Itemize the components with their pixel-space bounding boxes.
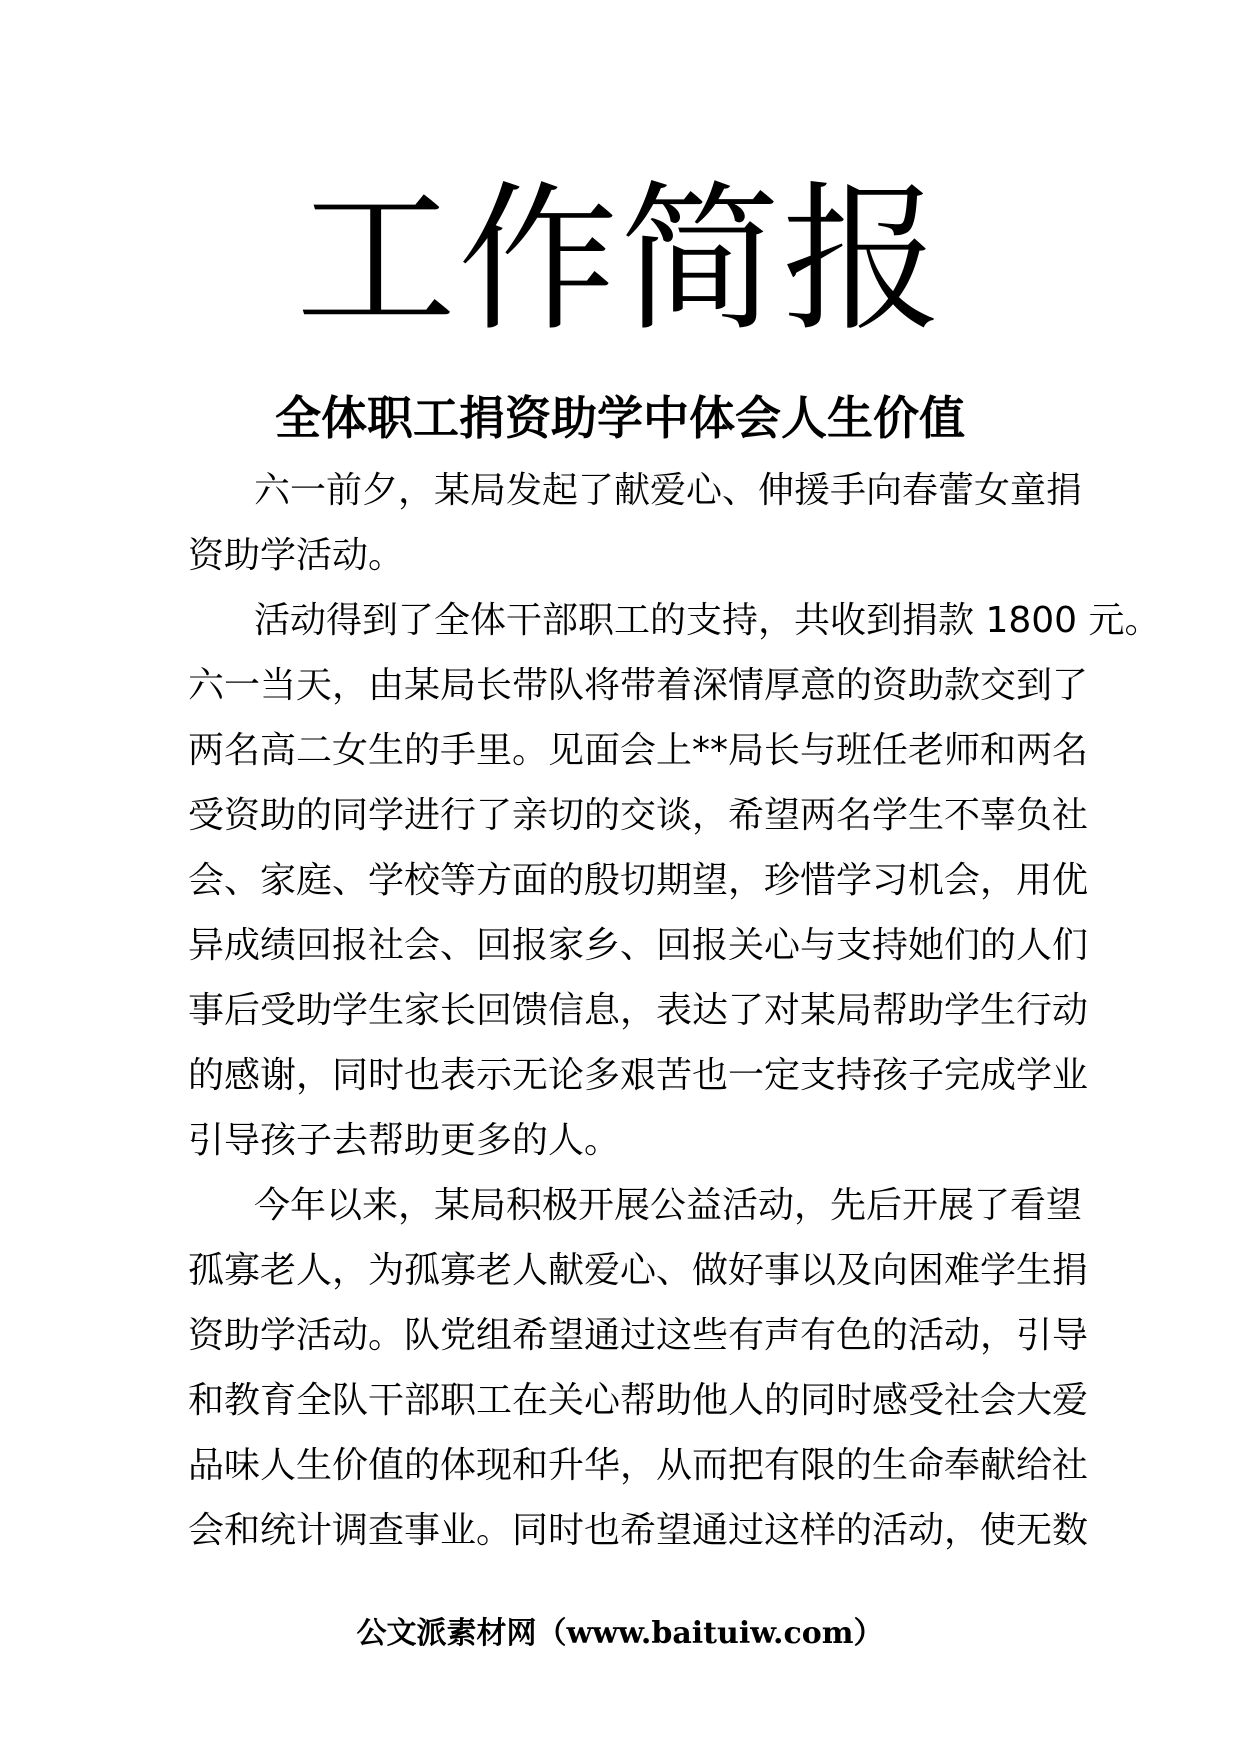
body-line: 受资助的同学进行了亲切的交谈，希望两名学生不辜负社 [188, 795, 1089, 836]
body-line: 异成绩回报社会、回报家乡、回报关心与支持她们的人们 [188, 925, 1089, 966]
body-line: 会、家庭、学校等方面的殷切期望，珍惜学习机会，用优 [188, 860, 1089, 901]
body-line: 会和统计调查事业。同时也希望通过这样的活动，使无数 [188, 1510, 1089, 1551]
body-line: 六一前夕，某局发起了献爱心、伸援手向春蕾女童捐 [254, 470, 1083, 511]
body-line: 品味人生价值的体现和升华，从而把有限的生命奉献给社 [188, 1445, 1089, 1486]
body-line: 引导孩子去帮助更多的人。 [188, 1120, 621, 1161]
body-line: 孤寡老人，为孤寡老人献爱心、做好事以及向困难学生捐 [188, 1250, 1089, 1291]
body-line: 和教育全队干部职工在关心帮助他人的同时感受社会大爱 [188, 1380, 1089, 1421]
masthead-title: 工作简报 [295, 166, 944, 353]
body-line: 六一当天，由某局长带队将带着深情厚意的资助款交到了 [188, 665, 1089, 706]
body-line: 活动得到了全体干部职工的支持，共收到捐款 1800 元。 [254, 600, 1161, 641]
article-title: 全体职工捐资助学中体会人生价值 [275, 391, 965, 445]
footer-source: 公文派素材网（www.baituiw.com） [356, 1616, 884, 1651]
body-line: 资助学活动。 [188, 535, 405, 576]
body-line: 的感谢，同时也表示无论多艰苦也一定支持孩子完成学业 [188, 1055, 1089, 1096]
article-body [188, 458, 1161, 1563]
body-line: 资助学活动。队党组希望通过这些有声有色的活动，引导 [188, 1315, 1089, 1356]
body-line: 两名高二女生的手里。见面会上**局长与班任老师和两名 [188, 730, 1089, 771]
body-line: 事后受助学生家长回馈信息，表达了对某局帮助学生行动 [188, 990, 1089, 1031]
body-line: 今年以来，某局积极开展公益活动，先后开展了看望 [254, 1185, 1083, 1226]
